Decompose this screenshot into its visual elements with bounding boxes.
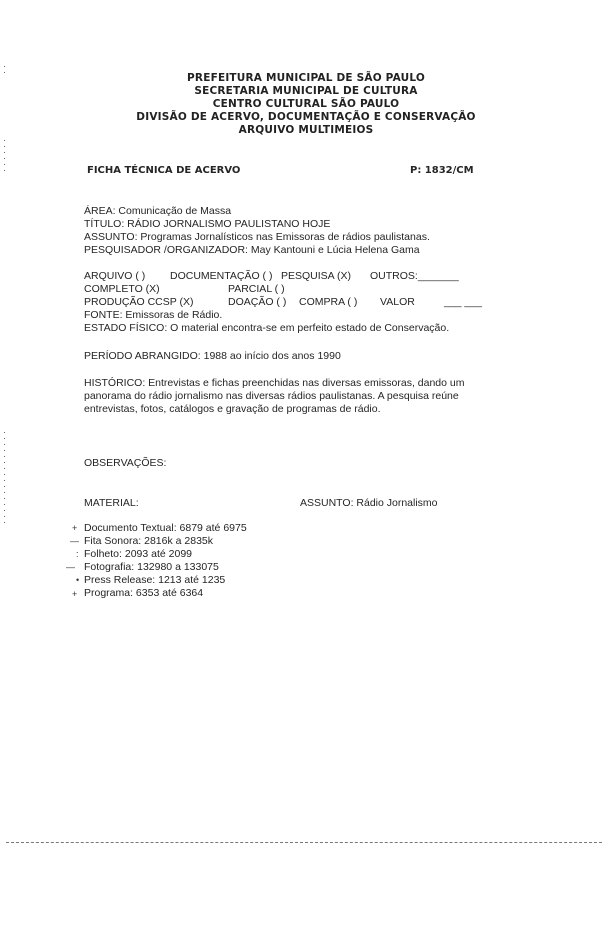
material-item: Folheto: 2093 até 2099: [84, 548, 193, 560]
scan-artifact: [4, 140, 6, 176]
area-field: ÁREA: Comunicação de Massa: [84, 205, 232, 217]
material-item: Fotografia: 132980 a 133075: [84, 561, 219, 573]
parcial-checkbox: PARCIAL ( ): [228, 283, 285, 295]
doacao-checkbox: DOAÇÃO ( ): [228, 296, 287, 308]
header-line-5: ARQUIVO MULTIMEIOS: [238, 124, 374, 136]
ficha-title: FICHA TÉCNICA DE ACERVO: [87, 165, 241, 176]
material-item: Documento Textual: 6879 até 6975: [84, 522, 247, 534]
outros-field: OUTROS:_______: [370, 270, 459, 282]
documentacao-checkbox: DOCUMENTAÇÃO ( ): [170, 270, 273, 282]
header-line-2: SECRETARIA MUNICIPAL DE CULTURA: [194, 85, 418, 97]
periodo-field: PERÍODO ABRANGIDO: 1988 ao início dos anos 1990: [84, 350, 341, 362]
item-mark: +: [72, 523, 78, 533]
item-mark: +: [72, 589, 78, 599]
historico-line-3: entrevistas, fotos, catálogos e gravação de programas de rádio.: [84, 403, 381, 415]
completo-checkbox: COMPLETO (X): [84, 283, 160, 295]
header-line-4: DIVISÃO DE ACERVO, DOCUMENTAÇÃO E CONSERVAÇÃO: [136, 111, 476, 123]
scan-artifact: [4, 432, 6, 528]
historico-line-1: HISTÓRICO: Entrevistas e fichas preenchidas nas diversas emissoras, dando um: [84, 377, 465, 389]
observacoes-label: OBSERVAÇÕES:: [84, 457, 167, 469]
item-mark: —: [70, 536, 79, 546]
pesquisa-checkbox: PESQUISA (X): [281, 270, 352, 282]
pesquisador-field: PESQUISADOR /ORGANIZADOR: May Kantouni e Lúcia Helena Gama: [84, 244, 420, 256]
valor-label: VALOR: [380, 296, 415, 308]
ficha-code: P: 1832/CM: [410, 165, 474, 176]
fonte-field: FONTE: Emissoras de Rádio.: [84, 309, 223, 321]
producao-checkbox: PRODUÇÃO CCSP (X): [84, 296, 194, 308]
item-mark: :: [76, 549, 79, 559]
material-item: Programa: 6353 até 6364: [84, 587, 204, 599]
material-label: MATERIAL:: [84, 497, 139, 509]
historico-line-2: panorama do rádio jornalismo nas diversas rádios paulistanas. A pesquisa reúne: [84, 390, 459, 402]
material-item: Press Release: 1213 até 1235: [84, 574, 226, 586]
compra-checkbox: COMPRA ( ): [299, 296, 358, 308]
arquivo-checkbox: ARQUIVO ( ): [84, 270, 146, 282]
valor-blank: ___ ___: [444, 296, 482, 308]
assunto-field: ASSUNTO: Programas Jornalísticos nas Emissoras de rádios paulistanas.: [84, 231, 430, 243]
header-line-3: CENTRO CULTURAL SÃO PAULO: [212, 98, 400, 110]
item-mark: —: [66, 562, 75, 572]
material-item: Fita Sonora: 2816k a 2835k: [84, 535, 214, 547]
material-assunto: ASSUNTO: Rádio Jornalismo: [300, 497, 438, 509]
scan-edge-line: [6, 842, 602, 843]
estado-field: ESTADO FÍSICO: O material encontra-se em perfeito estado de Conservação.: [84, 322, 450, 334]
item-mark: •: [76, 575, 80, 585]
titulo-field: TÍTULO: RÁDIO JORNALISMO PAULISTANO HOJE: [84, 218, 331, 230]
header-line-1: PREFEITURA MUNICIPAL DE SÃO PAULO: [187, 72, 425, 84]
